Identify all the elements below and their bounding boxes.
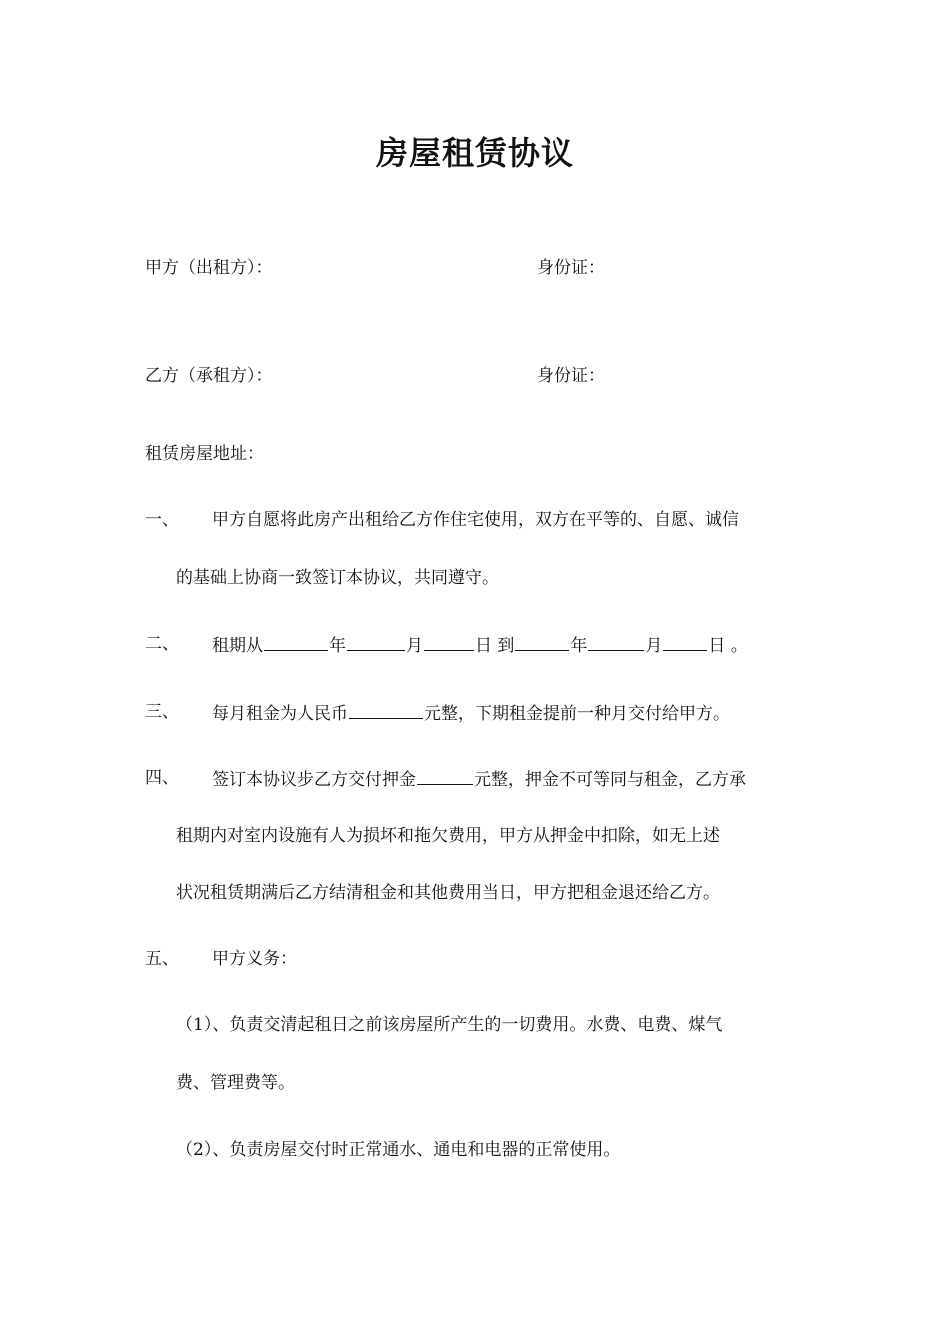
start-year-blank xyxy=(264,633,328,651)
clause-number: 四、 xyxy=(145,768,179,788)
rent-terms: 元整，下期租金提前一种月交付给甲方。 xyxy=(424,704,730,724)
end-month-blank xyxy=(588,633,644,651)
start-month-blank xyxy=(347,633,405,651)
clause-4-continuation: 租期内对室内设施有人为损坏和拖欠费用，甲方从押金中扣除，如无上述 xyxy=(176,826,720,846)
end-day-blank xyxy=(663,633,707,651)
rent-label: 每月租金为人民币 xyxy=(212,704,348,724)
clause-text: 甲方自愿将此房产出租给乙方作住宅使用，双方在平等的、自愿、诚信 xyxy=(212,510,739,530)
year-label: 年 xyxy=(329,636,346,656)
month-label: 月 xyxy=(645,636,663,656)
party-b-id-label: 身份证： xyxy=(537,366,605,386)
deposit-label: 签订本协议步乙方交付押金 xyxy=(212,770,416,790)
day-label: 日 。 xyxy=(708,636,748,656)
sub-item-2: （2）、负责房屋交付时正常通水、通电和电器的正常使用。 xyxy=(176,1140,621,1160)
clause-5 xyxy=(0,948,950,970)
deposit-terms: 元整，押金不可等同与租金，乙方承 xyxy=(474,770,746,790)
clause-number: 二、 xyxy=(145,634,179,654)
sub-item-1-continuation: 费、管理费等。 xyxy=(176,1073,295,1093)
lease-from-label: 租期从 xyxy=(212,636,263,656)
clause-4-continuation: 状况租赁期满后乙方结清租金和其他费用当日，甲方把租金退还给乙方。 xyxy=(176,883,720,903)
clause-number: 五、 xyxy=(145,949,179,969)
day-to-label: 日 到 xyxy=(475,636,515,656)
clause-text xyxy=(212,767,746,791)
document-title: 房屋租赁协议 xyxy=(375,134,574,172)
address-label: 租赁房屋地址： xyxy=(145,444,264,464)
end-year-blank xyxy=(515,633,569,651)
deposit-amount-blank xyxy=(417,767,473,785)
clause-4 xyxy=(0,767,950,789)
party-a-label: 甲方（出租方）： xyxy=(145,258,273,278)
month-label: 月 xyxy=(406,636,423,656)
party-b-label: 乙方（承租方）： xyxy=(145,366,273,386)
clause-text xyxy=(212,701,730,725)
clause-3 xyxy=(0,701,950,723)
clause-number: 一、 xyxy=(145,510,179,530)
sub-item-1: （1）、负责交清起租日之前该房屋所产生的一切费用。水费、电费、煤气 xyxy=(176,1015,723,1035)
clause-number: 三、 xyxy=(145,702,179,722)
party-a-id-label: 身份证： xyxy=(537,258,605,278)
rent-amount-blank xyxy=(349,701,423,719)
clause-text: 甲方义务： xyxy=(212,949,297,969)
year-label: 年 xyxy=(570,636,588,656)
clause-1-continuation: 的基础上协商一致签订本协议，共同遵守。 xyxy=(176,568,499,588)
clause-text xyxy=(212,633,748,657)
clause-1 xyxy=(0,509,950,531)
start-day-blank xyxy=(424,633,474,651)
clause-2 xyxy=(0,633,950,655)
